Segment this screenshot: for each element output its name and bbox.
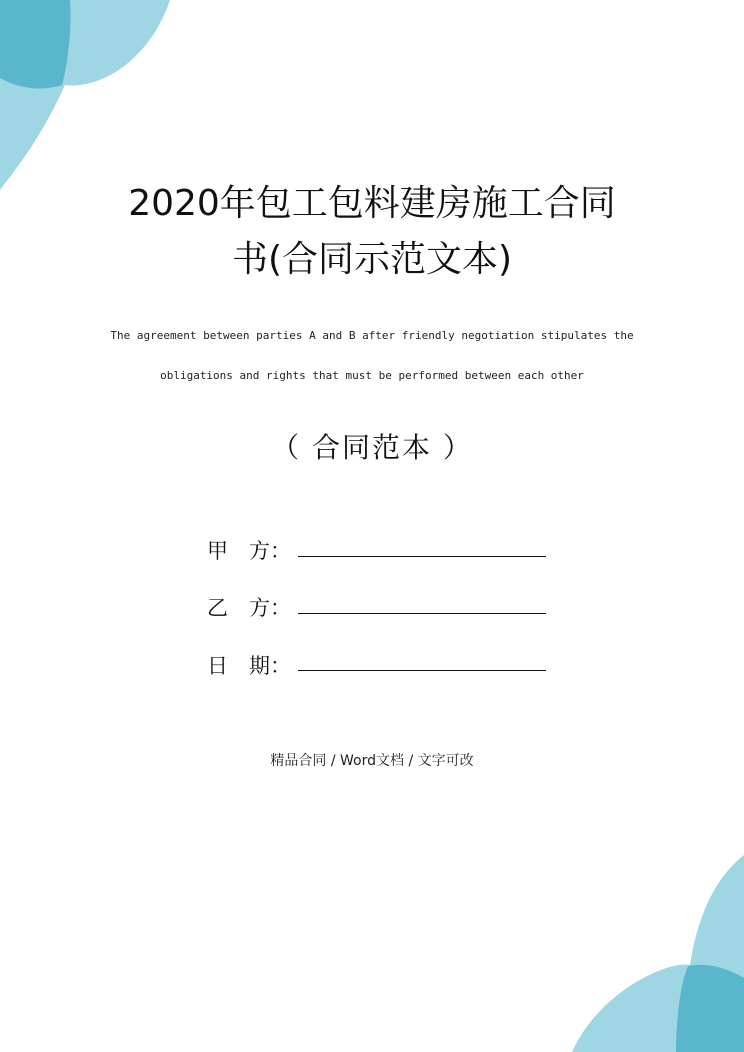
date-label: 日 期： bbox=[207, 654, 291, 678]
subtitle-line-2: obligations and rights that must be performed between each other bbox=[160, 369, 584, 382]
subtitle-line-1: The agreement between parties A and B after friendly negotiation stipulates the bbox=[110, 329, 634, 342]
document-title-line-2: 书(合同示范文本) bbox=[231, 239, 513, 280]
party-a-label: 甲 方： bbox=[207, 539, 291, 563]
document-type-label: （ 合同范本 ） bbox=[271, 431, 473, 464]
date-field[interactable] bbox=[298, 670, 546, 671]
party-a-field[interactable] bbox=[298, 556, 546, 557]
footer-note: 精品合同 / Word文档 / 文字可改 bbox=[270, 753, 474, 769]
party-b-label: 乙 方： bbox=[207, 596, 291, 620]
document-title-line-1: 2020年包工包料建房施工合同 bbox=[128, 183, 616, 224]
party-b-field[interactable] bbox=[298, 613, 546, 614]
